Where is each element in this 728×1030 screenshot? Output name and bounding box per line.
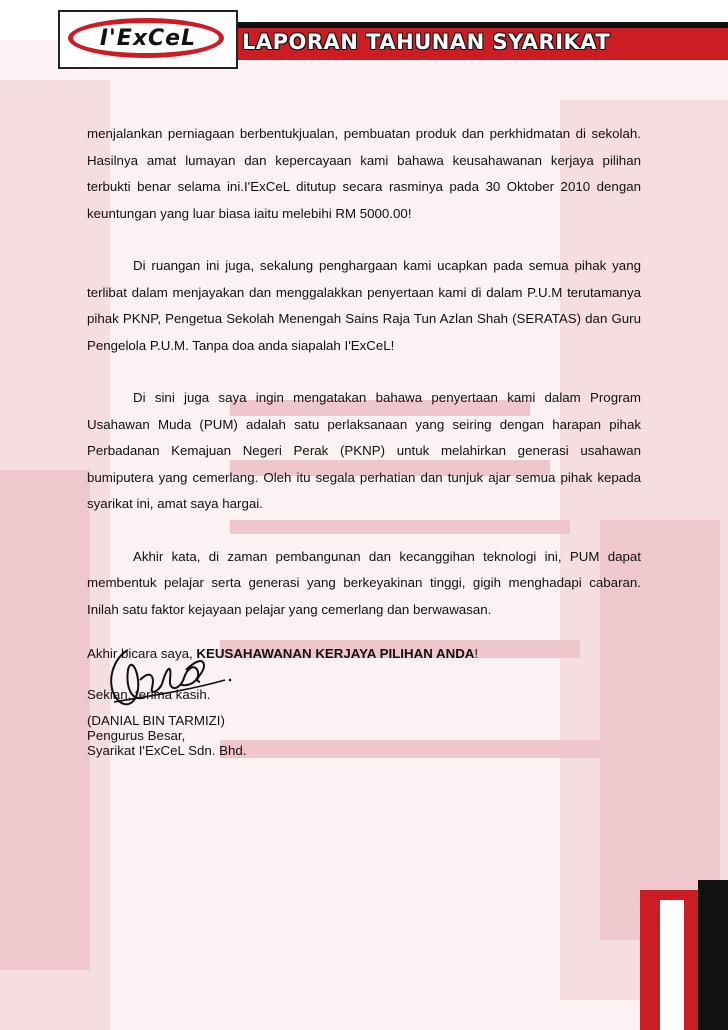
corner-black-stripe	[698, 880, 728, 1030]
thanks-line: Sekian, terima kasih.	[87, 686, 211, 702]
page-title: LAPORAN TAHUNAN SYARIKAT	[242, 30, 611, 54]
signature-block	[87, 713, 246, 758]
closing-slogan: KEUSAHAWANAN KERJAYA PILIHAN ANDA	[196, 646, 475, 661]
signer-name: (DANIAL BIN TARMIZI)	[87, 713, 225, 728]
handwritten-signature	[100, 640, 240, 715]
paragraph-1: menjalankan perniagaan berbentukjualan, pembuatan produk dan perkhidmatan di sekolah. Hasilnya amat lumayan dan kepercayaan kami bahawa keusahawanan kerjaya pilihan terbukti benar selama ini.I'ExCeL ditutup secara rasminya pada 30 Oktober 2010 dengan keuntungan yang luar biasa iaitu melebihi RM 5000.00!	[87, 126, 641, 221]
logo-text: I'ExCeL	[99, 26, 197, 51]
paragraph-2: Di ruangan ini juga, sekalung penghargaan kami ucapkan pada semua pihak yang terlibat dalam menjayakan dan menggalakkan penyertaan kami di dalam P.U.M terutamanya pihak PKNP, Pengetua Sekolah Menengah Sains Raja Tun Azlan Shah (SERATAS) dan Guru Pengelola P.U.M. Tanpa doa anda siapalah I'ExCeL!	[87, 258, 641, 353]
signer-title: Pengurus Besar,	[87, 728, 186, 743]
signer-company: Syarikat I'ExCeL Sdn. Bhd.	[87, 743, 247, 758]
company-logo	[58, 10, 238, 69]
closing-prefix: Akhir bicara saya,	[87, 646, 197, 661]
corner-white-stripe	[660, 900, 684, 1030]
header	[0, 0, 728, 80]
closing-suffix: !	[474, 646, 479, 661]
paragraph-4: Akhir kata, di zaman pembangunan dan kecanggihan teknologi ini, PUM dapat membentuk pelajar serta generasi yang berkeyakinan tinggi, gigih menghadapi cabaran. Inilah satu faktor kejayaan pelajar yang cemerlang dan berwawasan.	[87, 548, 641, 617]
paragraph-3: Di sini juga saya ingin mengatakan bahawa penyertaan kami dalam Program Usahawan Muda (PUM) adalah satu perlaksanaan yang seiring dengan harapan pihak Perbadanan Kemajuan Negeri Perak (PKNP) untuk melahirkan generasi usahawan bumiputera yang cemerlang. Oleh itu segala perhatian dan tunjuk ajar semua pihak kepada syarikat ini, amat saya hargai.	[87, 390, 641, 511]
letter-body	[87, 121, 641, 708]
